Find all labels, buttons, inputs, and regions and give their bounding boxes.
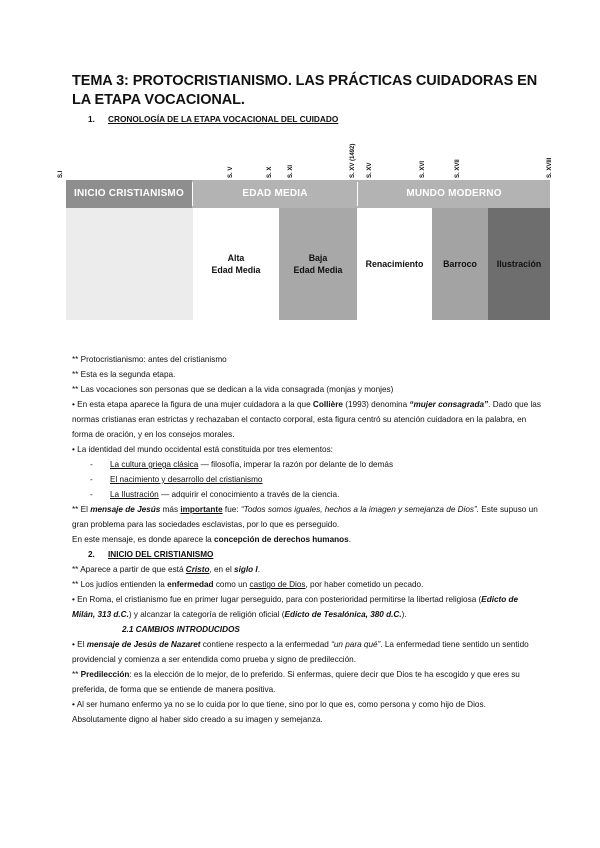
term: importante [180, 505, 223, 514]
text: • En esta etapa aparece la figura de una mujer cuidadora a la que [72, 400, 313, 409]
dash-bullet: - [90, 475, 93, 484]
text: como un [213, 580, 250, 589]
list-item [72, 472, 542, 487]
century-label: S. XVIII [547, 157, 553, 178]
period-inicio-empty [66, 208, 193, 320]
section-2-heading [72, 547, 542, 562]
period-alta-edad-media: Alta Edad Media [193, 208, 279, 320]
text: , en el [209, 565, 235, 574]
term: Edicto de Tesalónica, 380 d.C. [284, 610, 402, 619]
quote: “Todos somos iguales, hechos a la imagen y semejanza de Dios”. [240, 505, 480, 514]
century-label: S. XV [367, 162, 373, 178]
text: — adquirir el conocimiento a través de la ciencia. [158, 490, 340, 499]
section-title: CRONOLOGÍA DE LA ETAPA VOCACIONAL DEL CUIDADO [108, 114, 339, 124]
text: • En Roma, el cristianismo fue en primer lugar perseguido, para con posterioridad permitirse la libertad religiosa ( [72, 595, 482, 604]
paragraph [72, 532, 542, 547]
text: • El [72, 640, 87, 649]
period-baja-edad-media: Baja Edad Media [279, 208, 357, 320]
timeline-period-row [66, 208, 550, 320]
text: ** Los judíos entienden la [72, 580, 168, 589]
section-2-1-heading: 2.1 CAMBIOS INTRODUCIDOS [122, 625, 240, 634]
author-name: Collière [312, 400, 343, 409]
term: Predilección [80, 670, 130, 679]
paragraph: ** Esta es la segunda etapa. [72, 370, 176, 379]
text: En este mensaje, es donde aparece la [72, 535, 215, 544]
term: siglo I [234, 565, 258, 574]
text: La Ilustración [110, 490, 159, 499]
term: mensaje de Jesús de Nazaret [86, 640, 201, 649]
paragraph [72, 397, 542, 442]
text: ). [401, 610, 407, 619]
page-title: TEMA 3: PROTOCRISTIANISMO. LAS PRÁCTICAS CUIDADORAS EN LA ETAPA VOCACIONAL. [72, 73, 538, 108]
timeline-header-row [66, 180, 550, 208]
text: Este supuso un gran problema para las sociedades esclavistas, por lo que es perseguido. [72, 505, 538, 529]
text: . La enfermedad tiene sentido un sentido providencial y comienza a ser entendida como prueba y signo de predilección. [72, 640, 529, 664]
quote: “un para qué” [331, 640, 381, 649]
section-number: 2. [88, 550, 95, 559]
paragraph: • La identidad del mundo occidental está constituida por tres elementos: [72, 445, 333, 454]
header-mundo-moderno: MUNDO MODERNO [406, 188, 502, 199]
text: ** [72, 670, 81, 679]
section-title: INICIO DEL CRISTIANISMO [108, 550, 214, 559]
text: : es la elección de lo mejor, de lo preferido. Si enfermas, quiere decir que Dios te ha escogido y que eres su preferida, de forma que se entiende de manera positiva. [72, 670, 520, 694]
text: La cultura griega clásica [110, 460, 199, 469]
period-ilustracion: Ilustración [488, 208, 550, 320]
header-inicio-cristianismo: INICIO CRISTIANISMO [66, 180, 192, 208]
term: Cristo [185, 565, 210, 574]
text: fue: [222, 505, 241, 514]
text: más [160, 505, 181, 514]
paragraph [72, 502, 542, 532]
term: enfermedad [167, 580, 214, 589]
paragraph [72, 577, 542, 592]
term: castigo de Dios [249, 580, 306, 589]
paragraph [72, 667, 542, 697]
period-renacimiento: Renacimiento [357, 208, 432, 320]
term: Edicto de Milán, 313 d.C. [72, 595, 519, 619]
section-number: 1. [88, 114, 95, 124]
term: “mujer consagrada” [409, 400, 489, 409]
paragraph: ** Las vocaciones son personas que se dedican a la vida consagrada (monjas y monjes) [72, 385, 394, 394]
paragraph [72, 637, 542, 667]
century-label: S. XI [288, 164, 294, 178]
term: concepción de derechos humanos [214, 535, 349, 544]
text: (1993) denomina [342, 400, 410, 409]
paragraph [72, 592, 542, 622]
century-label: S. X [267, 166, 273, 178]
century-labels [56, 138, 551, 178]
list-item [72, 457, 542, 472]
text: contiene respecto a la enfermedad [200, 640, 332, 649]
text: ** El [72, 505, 91, 514]
century-label: S. V [228, 166, 234, 178]
text: ) y alcanzar la categoría de religión oficial ( [128, 610, 285, 619]
paragraph: ** Protocristianismo: antes del cristianismo [72, 355, 227, 364]
document-body [72, 352, 542, 727]
section-1-heading [88, 114, 338, 124]
text: ** Aparece a partir de que está [72, 565, 186, 574]
century-label: S. XVII [455, 159, 461, 178]
text: . [257, 565, 260, 574]
paragraph: • Al ser humano enfermo ya no se lo cuida por lo que tiene, sino por lo que es, como persona y como hijo de Dios. Absolutamente digno al haber sido creado a su imagen y semejanza. [72, 700, 486, 724]
century-label: S. XVI [420, 160, 426, 178]
period-barroco: Barroco [432, 208, 488, 320]
dash-bullet: - [90, 490, 93, 499]
text: — filosofía, imperar la razón por delante de lo demás [198, 460, 394, 469]
text: El nacimiento y desarrollo del cristianismo [110, 475, 263, 484]
century-label: S. XV (1492) [350, 143, 356, 178]
paragraph [72, 562, 542, 577]
list-item [72, 487, 542, 502]
text: . [348, 535, 351, 544]
century-label: S.I [58, 170, 64, 178]
text: . Dado que las normas cristianas eran estrictas y rechazaban el contacto corporal, esta figura centró su atención cuidadora en la palabra, en forma de oración, y en los consejos morales. [72, 400, 541, 439]
term: mensaje de Jesús [90, 505, 161, 514]
text: , por haber cometido un pecado. [305, 580, 424, 589]
header-edad-media: EDAD MEDIA [242, 188, 308, 199]
dash-bullet: - [90, 460, 93, 469]
